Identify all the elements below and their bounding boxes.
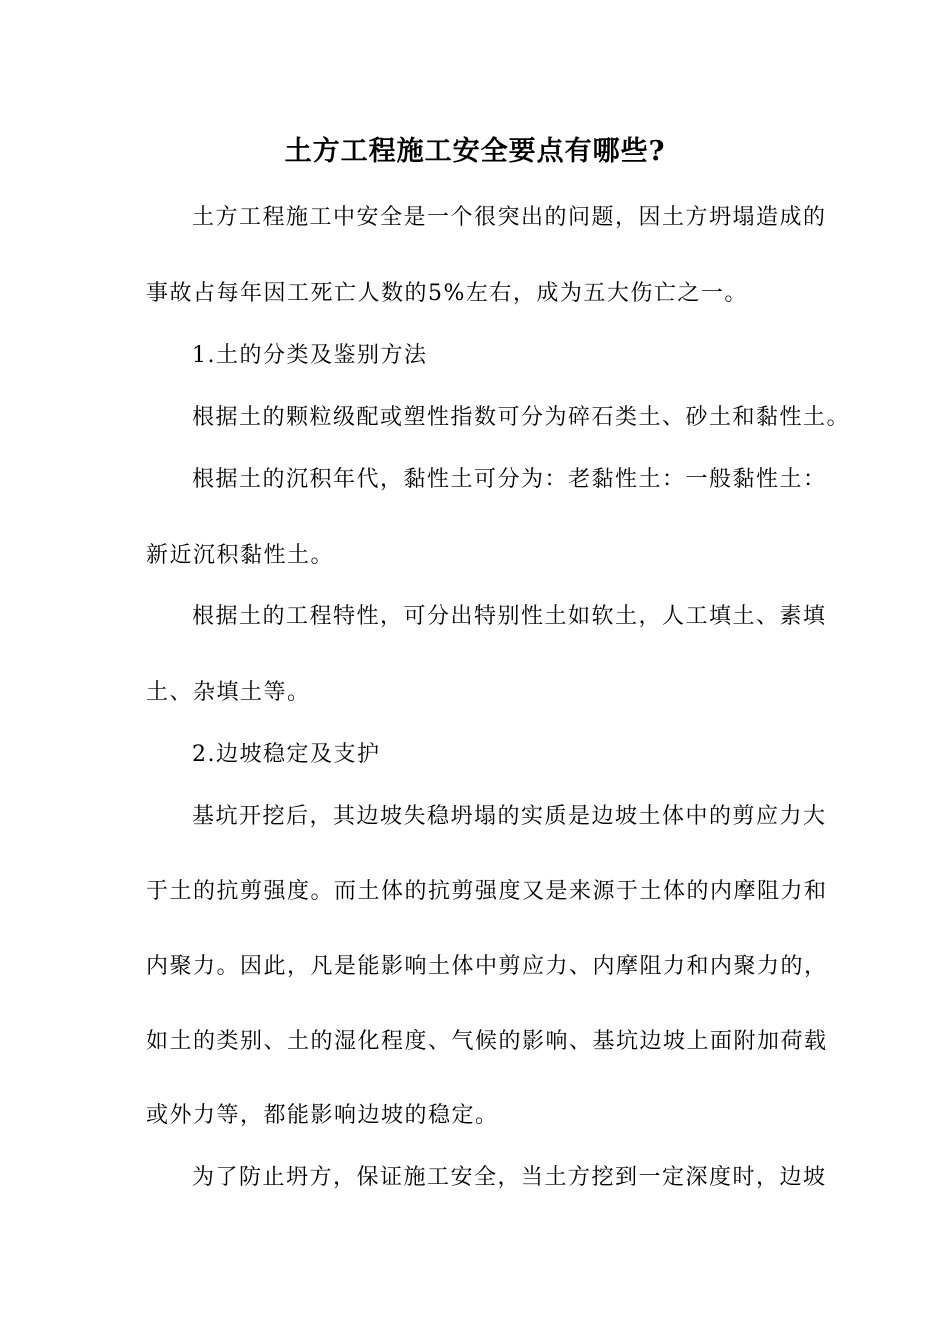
paragraph-line: 于土的抗剪强度。而土体的抗剪强度又是来源于土体的内摩阻力和: [146, 879, 828, 904]
paragraph-line: 根据土的工程特性，可分出特别性土如软土，人工填土、素填: [192, 604, 827, 629]
paragraph-line: 土、杂填土等。: [146, 680, 311, 705]
paragraph-line: 或外力等，都能影响边坡的稳定。: [146, 1103, 499, 1128]
paragraph-line: 内聚力。因此，凡是能影响土体中剪应力、内摩阻力和内聚力的，: [146, 954, 828, 979]
paragraph-line: 为了防止坍方，保证施工安全，当土方挖到一定深度时，边坡: [192, 1165, 827, 1190]
section-heading: 2.边坡稳定及支护: [192, 742, 381, 767]
document-title: 土方工程施工安全要点有哪些?: [284, 136, 666, 167]
paragraph-line: 事故占每年因工死亡人数的5%左右，成为五大伤亡之一。: [146, 281, 748, 306]
paragraph-line: 基坑开挖后，其边坡失稳坍塌的实质是边坡土体中的剪应力大: [192, 804, 827, 829]
paragraph-line: 新近沉积黏性土。: [146, 543, 335, 568]
paragraph-line: 土方工程施工中安全是一个很突出的问题，因土方坍塌造成的: [192, 205, 827, 230]
section-heading: 1.土的分类及鉴别方法: [192, 343, 428, 368]
paragraph-line: 根据土的颗粒级配或塑性指数可分为碎石类土、砂土和黏性土。: [192, 405, 851, 430]
paragraph-line: 如土的类别、土的湿化程度、气候的影响、基坑边坡上面附加荷载: [146, 1029, 828, 1054]
paragraph-line: 根据土的沉积年代，黏性土可分为：老黏性土：一般黏性土：: [192, 467, 827, 492]
